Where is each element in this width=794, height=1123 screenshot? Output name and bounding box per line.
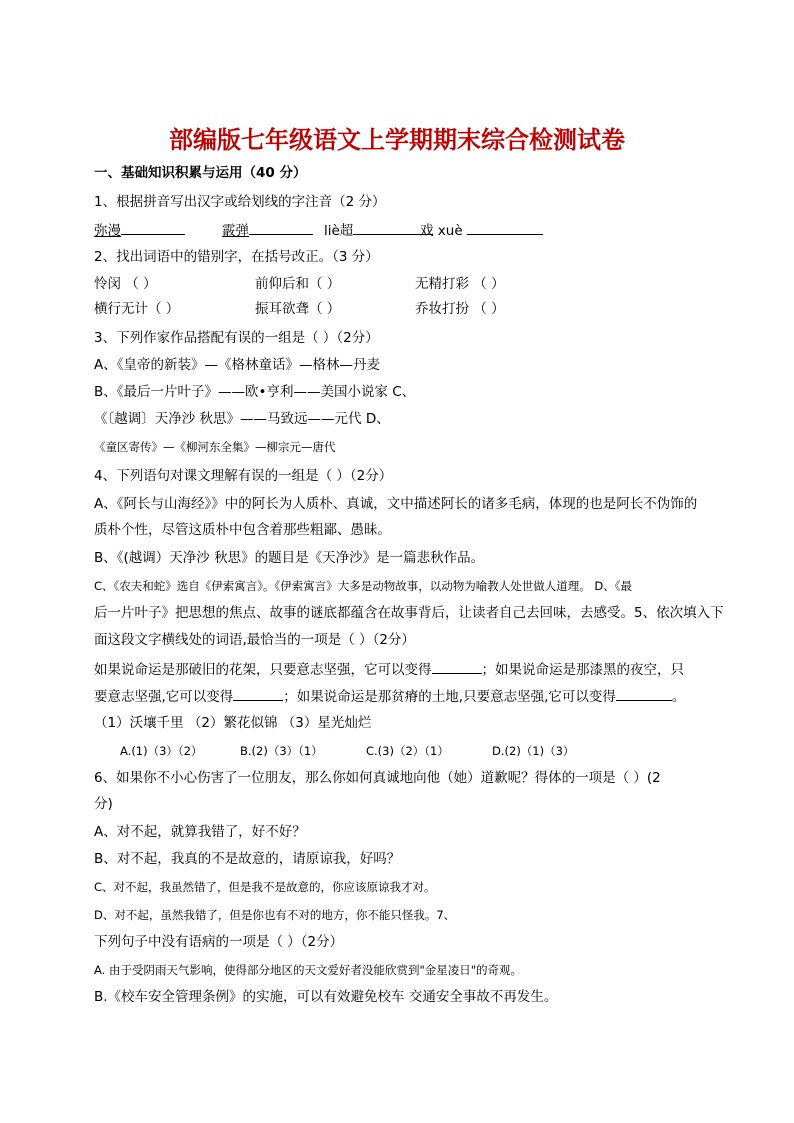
q4-option-a: A、《阿长与山海经》》中的阿长为人质朴、真诚，文中描述阿长的诸多毛病，体现的也是阿长不伪饰的 [94,496,698,512]
q5-option-d[interactable]: D.(2)（1)（3） [492,744,575,758]
q7-option-a: A. 由于受阴雨天气影响，使得部分地区的天文爱好者没能欣赏到"金星凌日"的奇观。 [94,963,523,977]
q5-passage-line-1 [94,659,684,680]
q3-option-b: B、《最后一片叶子》——欧•亨利——美国小说家 C、 [94,384,416,400]
q5-text: 如果说命运是那破旧的花架，只要意志坚强，它可以变得 [94,662,432,678]
q3-option-a: A、《皇帝的新装》—《格林童话》—格林—丹麦 [94,357,380,373]
q2-item: 前仰后和（ ） [255,276,341,292]
q6-option-c: C、对不起，我虽然错了，但是我不是故意的，你应该原谅我才对。 [94,880,436,894]
q2-item: 乔妆打扮 （ ） [415,301,505,317]
section-heading: 一、基础知识积累与运用（40 分） [94,165,307,181]
q4-option-d: 后一片叶子》把思想的焦点、故事的谜底都蕴含在故事背后，让读者自己去回味，去感受。5、依次填入下 [94,605,724,621]
q4-option-b: B、《(越调）天净沙 秋思》的题目是《天净沙》是一篇悲秋作品。 [94,550,485,566]
page-title: 部编版七年级语文上学期期末综合检测试卷 [169,126,625,154]
q7-stem: 下列句子中没有语病的一项是（ ）（2分） [94,934,344,950]
q1-item-3: liè超 [324,223,354,239]
q1-item-4: 戏 xuè [420,223,463,239]
q5-words: （1）沃壤千里 （2）繁花似锦 （3）星光灿烂 [94,715,372,731]
q5-text: 。 [671,689,686,705]
q6-option-b: B、对不起，我真的不是故意的，请原谅我，好吗？ [94,851,401,867]
q3-option-d: 《童区寄传》—《柳河东全集》—柳宗元—唐代 [94,440,336,454]
q3-stem: 3、下列作家作品搭配有误的一组是（ ）（2分） [94,330,379,346]
q4-stem: 4、下列语句对课文理解有误的一组是（ ）（2分） [94,468,393,484]
q5-option-a[interactable]: A.(1)（3）（2） [120,744,203,758]
q5-text: 要意志坚强,它可以变得 [94,689,234,705]
answer-blank[interactable] [432,659,482,674]
q2-item: 振耳欲聋（ ） [255,301,341,317]
q1-item-1: 弥漫 [94,223,121,239]
q1-item-2: 霰弹 [222,223,249,239]
q3-option-c: 《〔越调〕天净沙 秋思》——马致远——元代 D、 [94,411,390,427]
q2-item: 怜闵 （ ） [94,276,157,292]
answer-blank[interactable] [121,220,185,235]
q5-text: ；如果说命运是那漆黑的夜空，只 [481,662,684,678]
q4-option-c: C、《农夫和蛇》选自《伊索寓言》。《伊索寓言》大多是动物故事，以动物为喻教人处世做人道理。 D、《最 [94,579,633,593]
q6-stem-cont: 分) [94,796,113,812]
q5-option-c[interactable]: C.(3)（2）（1） [366,744,449,758]
q2-stem: 2、找出词语中的错别字，在括号改正。（3 分） [94,249,379,265]
answer-blank[interactable] [249,220,313,235]
q5-text: ；如果说命运是那贫瘠的土地,只要意志坚强,它可以变得 [283,689,616,705]
q1-stem: 1、根据拼音写出汉字或给划线的字注音（2 分） [94,194,386,210]
answer-blank[interactable] [616,686,672,701]
q6-option-a: A、对不起，就算我错了，好不好？ [94,824,306,840]
q4-option-a-cont: 质朴个性，尽管这质朴中包含着那些粗鄙、愚昧。 [94,522,391,538]
q6-option-d: D、对不起，虽然我错了，但是你也有不对的地方，你不能只怪我。7、 [94,908,456,922]
q5-option-b[interactable]: B.(2)（3）（1） [240,744,323,758]
q2-item: 横行无计（ ） [94,301,180,317]
q2-item: 无精打彩 （ ） [415,276,505,292]
answer-blank[interactable] [233,686,283,701]
q5-passage-line-2 [94,686,685,707]
q7-option-b: B.《校车安全管理条例》的实施，可以有效避免校车 交通安全事故不再发生。 [94,989,558,1005]
q6-stem: 6、如果你不小心伤害了一位朋友，那么你如何真诚地向他（她）道歉呢？得体的一项是（ ）(2 [94,770,661,786]
answer-blank[interactable] [467,220,543,235]
q5-stem: 面这段文字横线处的词语,最恰当的一项是（ ）（2分） [94,632,415,648]
